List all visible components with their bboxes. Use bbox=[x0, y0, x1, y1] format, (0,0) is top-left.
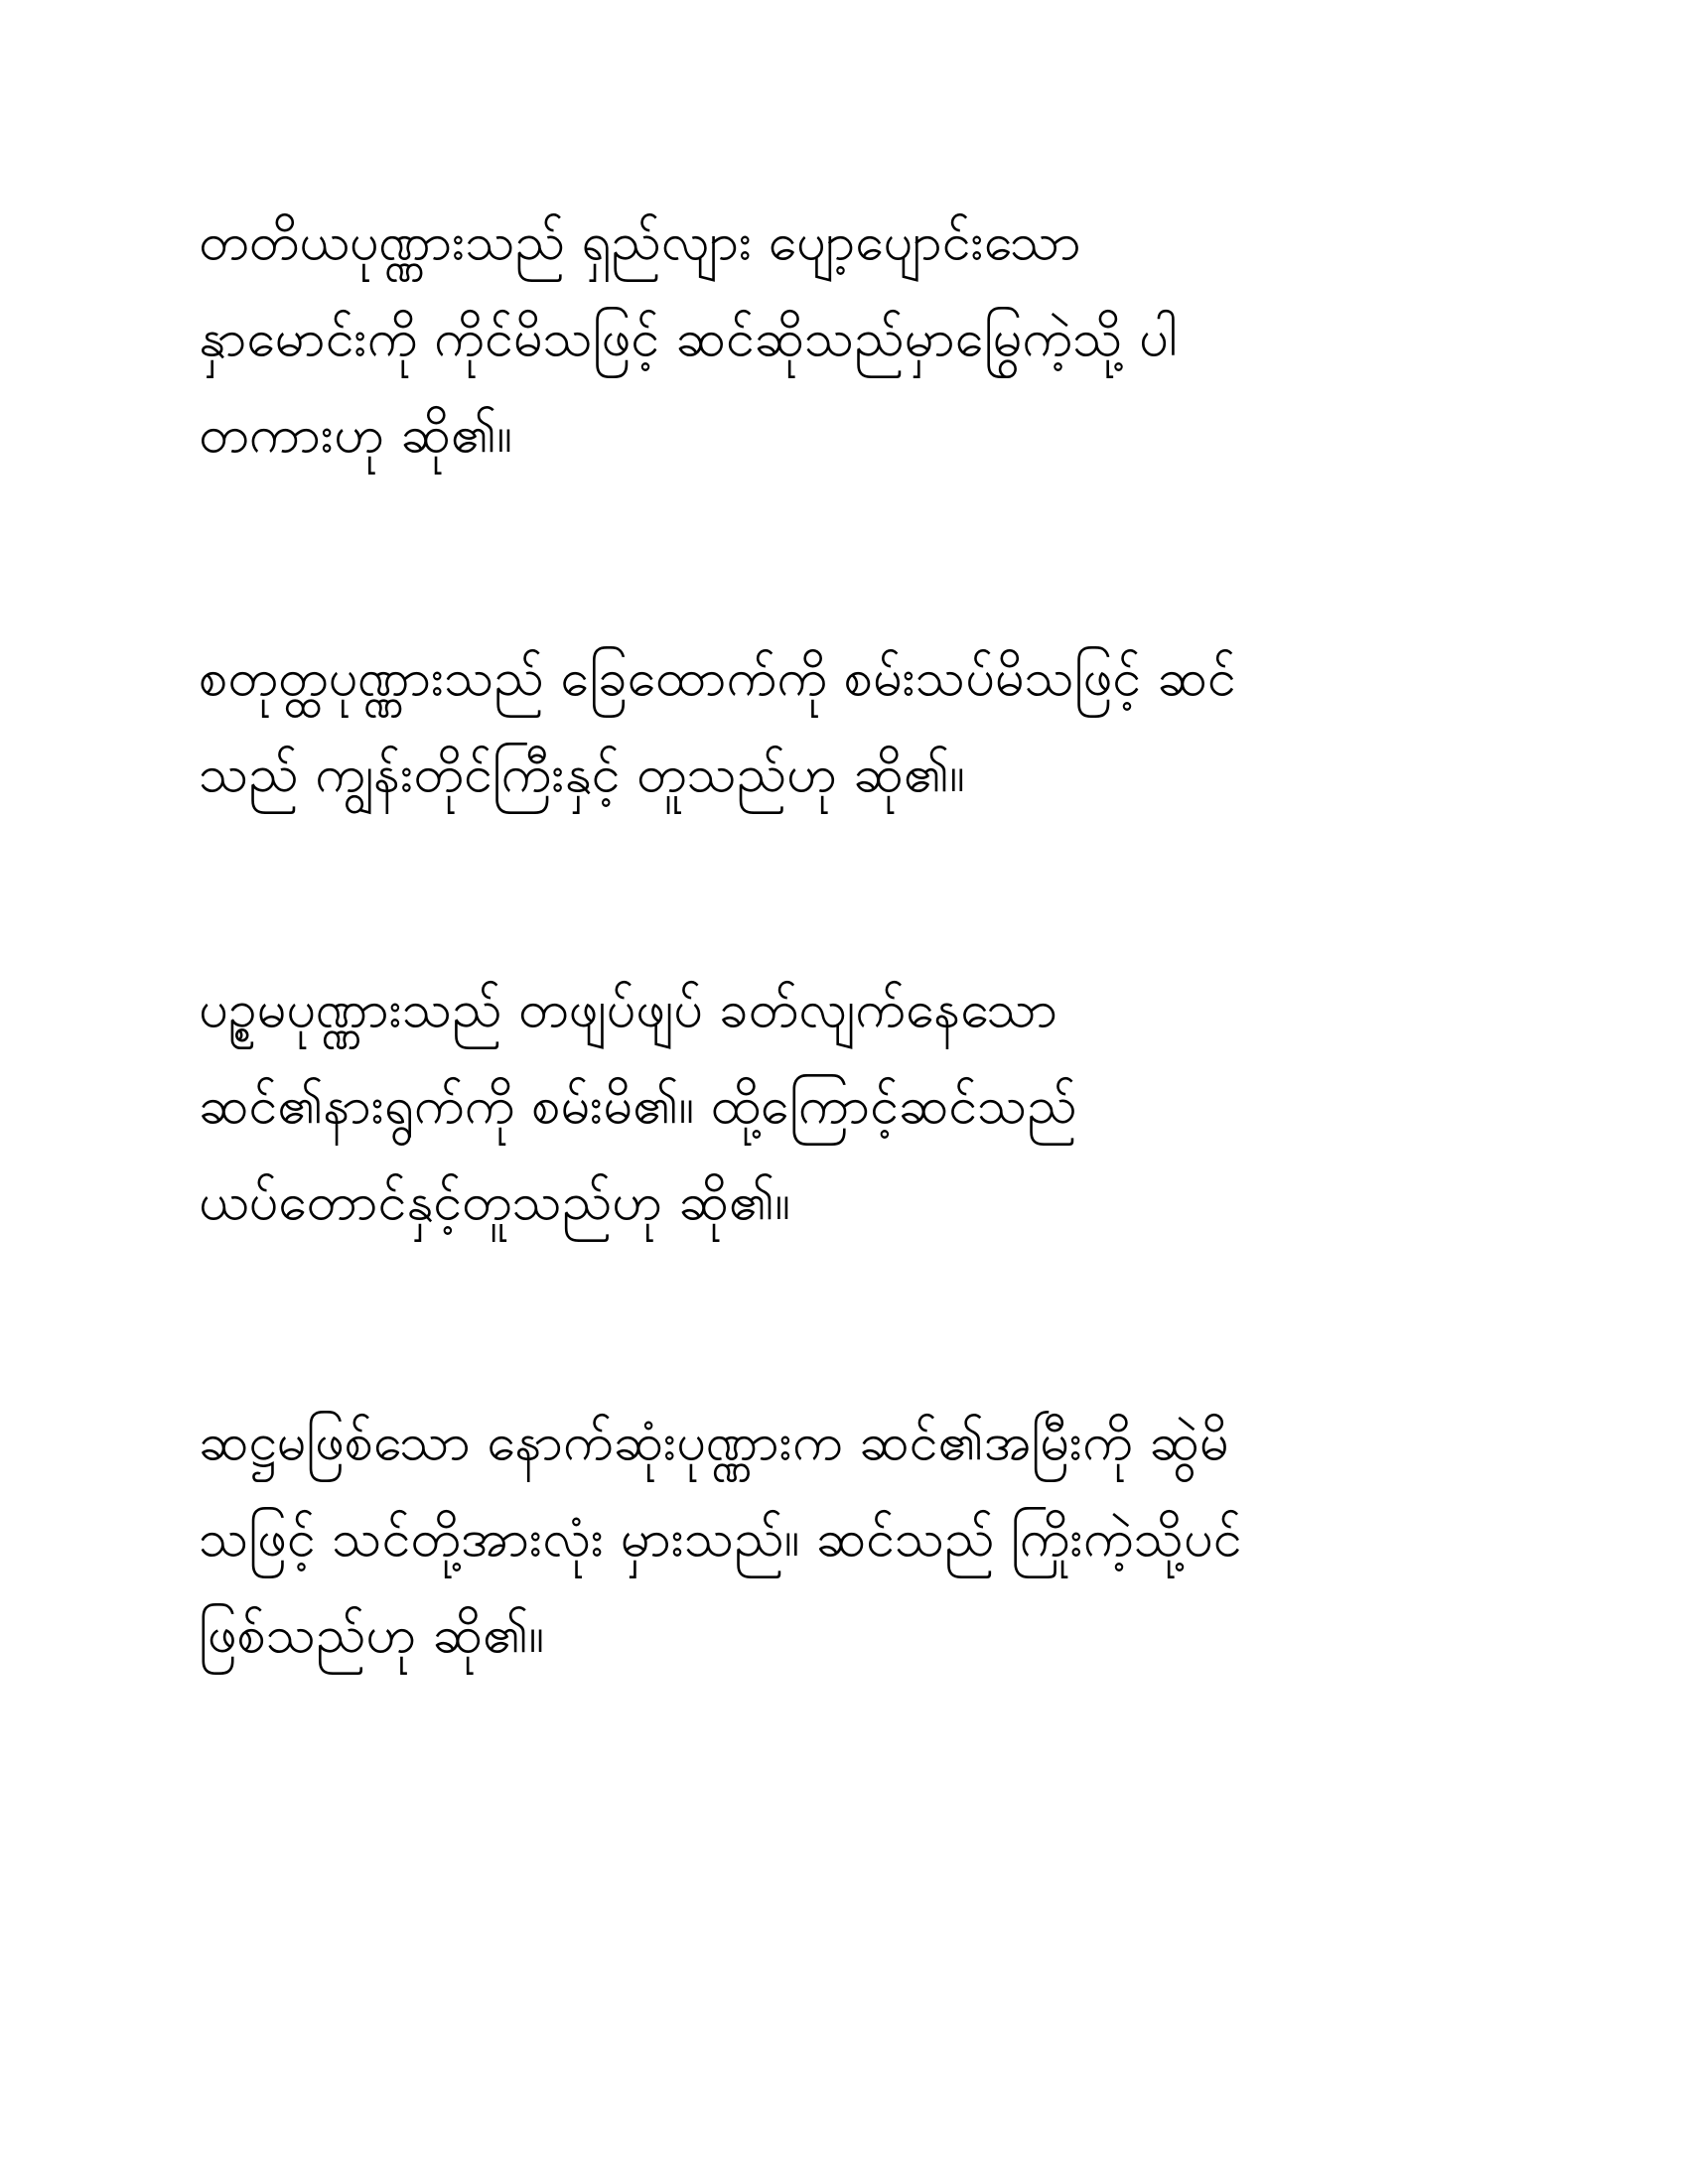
paragraph-line: ဆဋ္ဌမဖြစ်သော နောက်ဆုံးပုဏ္ဏားက ဆင်၏အမြီးကို ဆွဲမိ bbox=[199, 1413, 1229, 1472]
paragraph-3 bbox=[199, 962, 1509, 1251]
paragraph-2 bbox=[199, 630, 1509, 823]
paragraph-line: သည် ကျွန်းတိုင်ကြီးနှင့် တူသည်ဟု ဆို၏။ bbox=[199, 745, 965, 804]
paragraph-line: တတိယပုဏ္ဏားသည် ရှည်လျား ပျော့ပျောင်းသော bbox=[199, 212, 1081, 272]
paragraph-line: ဖြစ်သည်ဟု ဆို၏။ bbox=[199, 1605, 544, 1665]
paragraph-line: နှာမောင်းကို ကိုင်မိသဖြင့် ဆင်ဆိုသည်မှာမြွေကဲ့သို့ ပါ bbox=[199, 309, 1178, 368]
paragraph-line: သဖြင့် သင်တို့အားလုံး မှားသည်။ ဆင်သည် ကြိုးကဲ့သို့ပင် bbox=[199, 1509, 1242, 1569]
paragraph-1 bbox=[199, 195, 1509, 483]
paragraph-line: ပဥ္စမပုဏ္ဏားသည် တဖျပ်ဖျပ် ခတ်လျက်နေသော bbox=[199, 980, 1058, 1039]
paragraph-line: ယပ်တောင်နှင့်တူသည်ဟု ဆို၏။ bbox=[199, 1172, 790, 1232]
paragraph-line: ဆင်၏နားရွက်ကို စမ်းမိ၏။ ထို့ကြောင့်ဆင်သည် bbox=[199, 1076, 1077, 1136]
paragraph-line: စတုတ္ထပုဏ္ဏားသည် ခြေထောက်ကို စမ်းသပ်မိသဖြင့် ဆင် bbox=[199, 648, 1236, 708]
paragraph-4 bbox=[199, 1395, 1509, 1684]
paragraph-line: တကားဟု ဆို၏။ bbox=[199, 405, 512, 465]
